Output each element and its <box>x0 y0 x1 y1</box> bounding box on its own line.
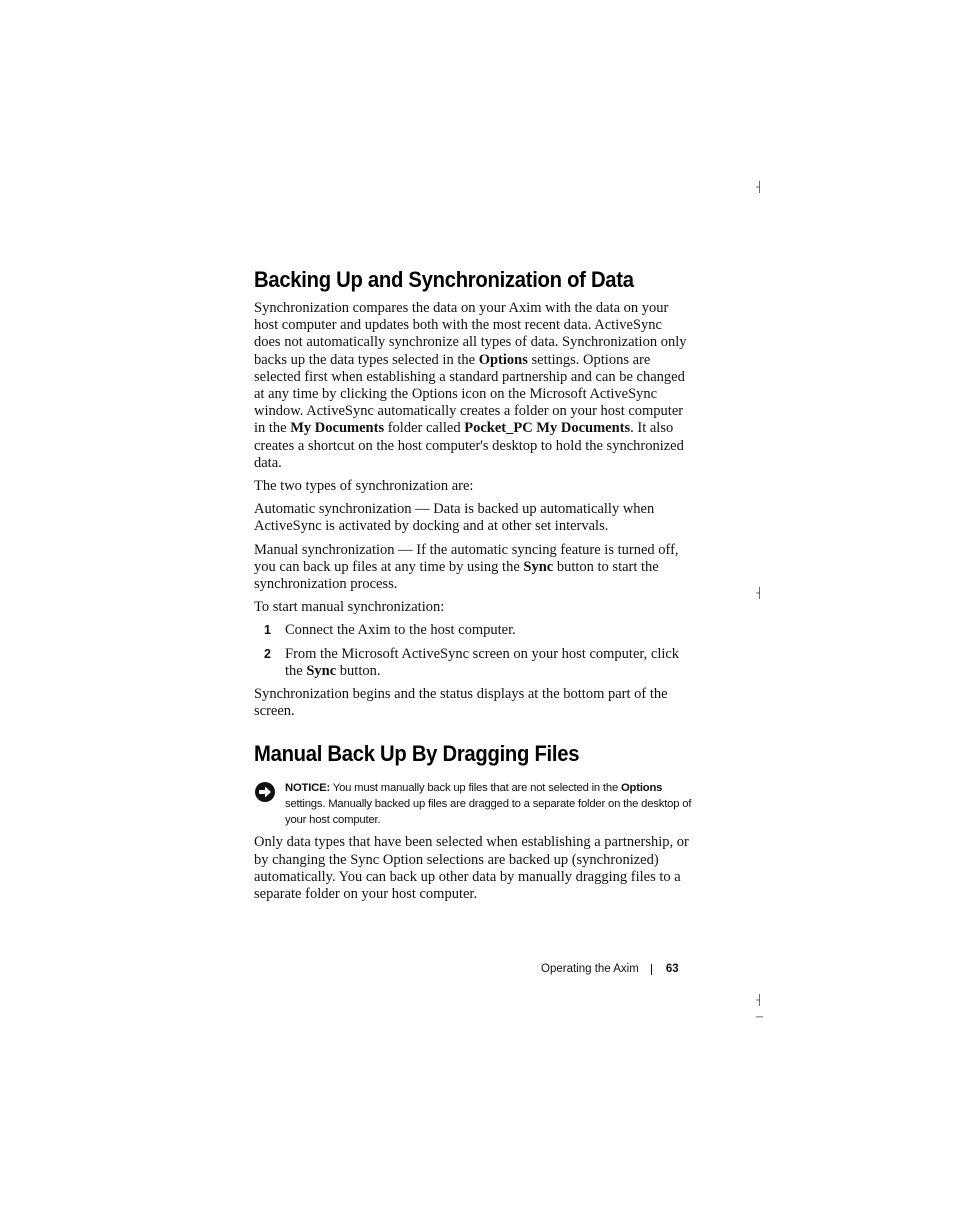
arrow-right-circle-icon <box>254 780 285 828</box>
notice-box <box>254 780 692 828</box>
step-text: From the Microsoft ActiveSync screen on your host computer, click the Sync button. <box>285 645 680 679</box>
section-heading-manual-backup: Manual Back Up By Dragging Files <box>254 741 580 767</box>
page-content <box>254 264 692 903</box>
crop-mark-icon: ┤ <box>756 182 764 193</box>
notice-text: NOTICE: You must manually back up files that are not selected in the Options settings. Manually backed up files are dragged to a separate folder on the desktop of your host computer. <box>285 782 692 827</box>
crop-mark-icon: ┤ <box>756 588 764 599</box>
footer-title: Operating the Axim <box>541 963 639 975</box>
step-text: Connect the Axim to the host computer. <box>285 622 516 639</box>
crop-mark-icon: ┤ <box>756 995 764 1006</box>
page-footer <box>541 963 679 975</box>
crop-mark-icon: ─ <box>756 1012 764 1023</box>
paragraph-only-data-types: Only data types that have been selected when establishing a partnership, or by changing the Sync Option selections are backed up (synchronized) automatically. You can back up other data by manually dragging files to a separate folder on your host computer. <box>254 834 689 903</box>
paragraph-synchronization-intro: Synchronization compares the data on your Axim with the data on your host computer and updates both with the most recent data. ActiveSync does not automatically synchronize all types of data. Synchronization only backs up the data types selected in the Options settings. Options are selected first when establishing a standard partnership and can be changed at any time by clicking the Options icon on the Microsoft ActiveSync window. ActiveSync automatically creates a folder on your host computer in the My Documents folder called Pocket_PC My Documents. It also creates a shortcut on the host computer's desktop to hold the synchronized data. <box>254 300 687 471</box>
list-item <box>254 646 692 680</box>
paragraph-automatic-sync: Automatic synchronization — Data is backed up automatically when ActiveSync is activated by docking and at other set intervals. <box>254 501 655 535</box>
paragraph-two-types: The two types of synchronization are: <box>254 478 474 495</box>
paragraph-start-manual-sync: To start manual synchronization: <box>254 599 445 616</box>
step-number: 1 <box>264 623 271 638</box>
paragraph-sync-begins: Synchronization begins and the status displays at the bottom part of the screen. <box>254 686 668 720</box>
step-number: 2 <box>264 646 271 661</box>
footer-divider <box>651 964 652 975</box>
section-heading-backing-up: Backing Up and Synchronization of Data <box>254 267 634 292</box>
page-number: 63 <box>665 963 679 975</box>
paragraph-manual-sync: Manual synchronization — If the automatic syncing feature is turned off, you can back up files at any time by using the Sync button to start the synchronization process. <box>254 541 679 593</box>
list-item <box>254 622 692 639</box>
